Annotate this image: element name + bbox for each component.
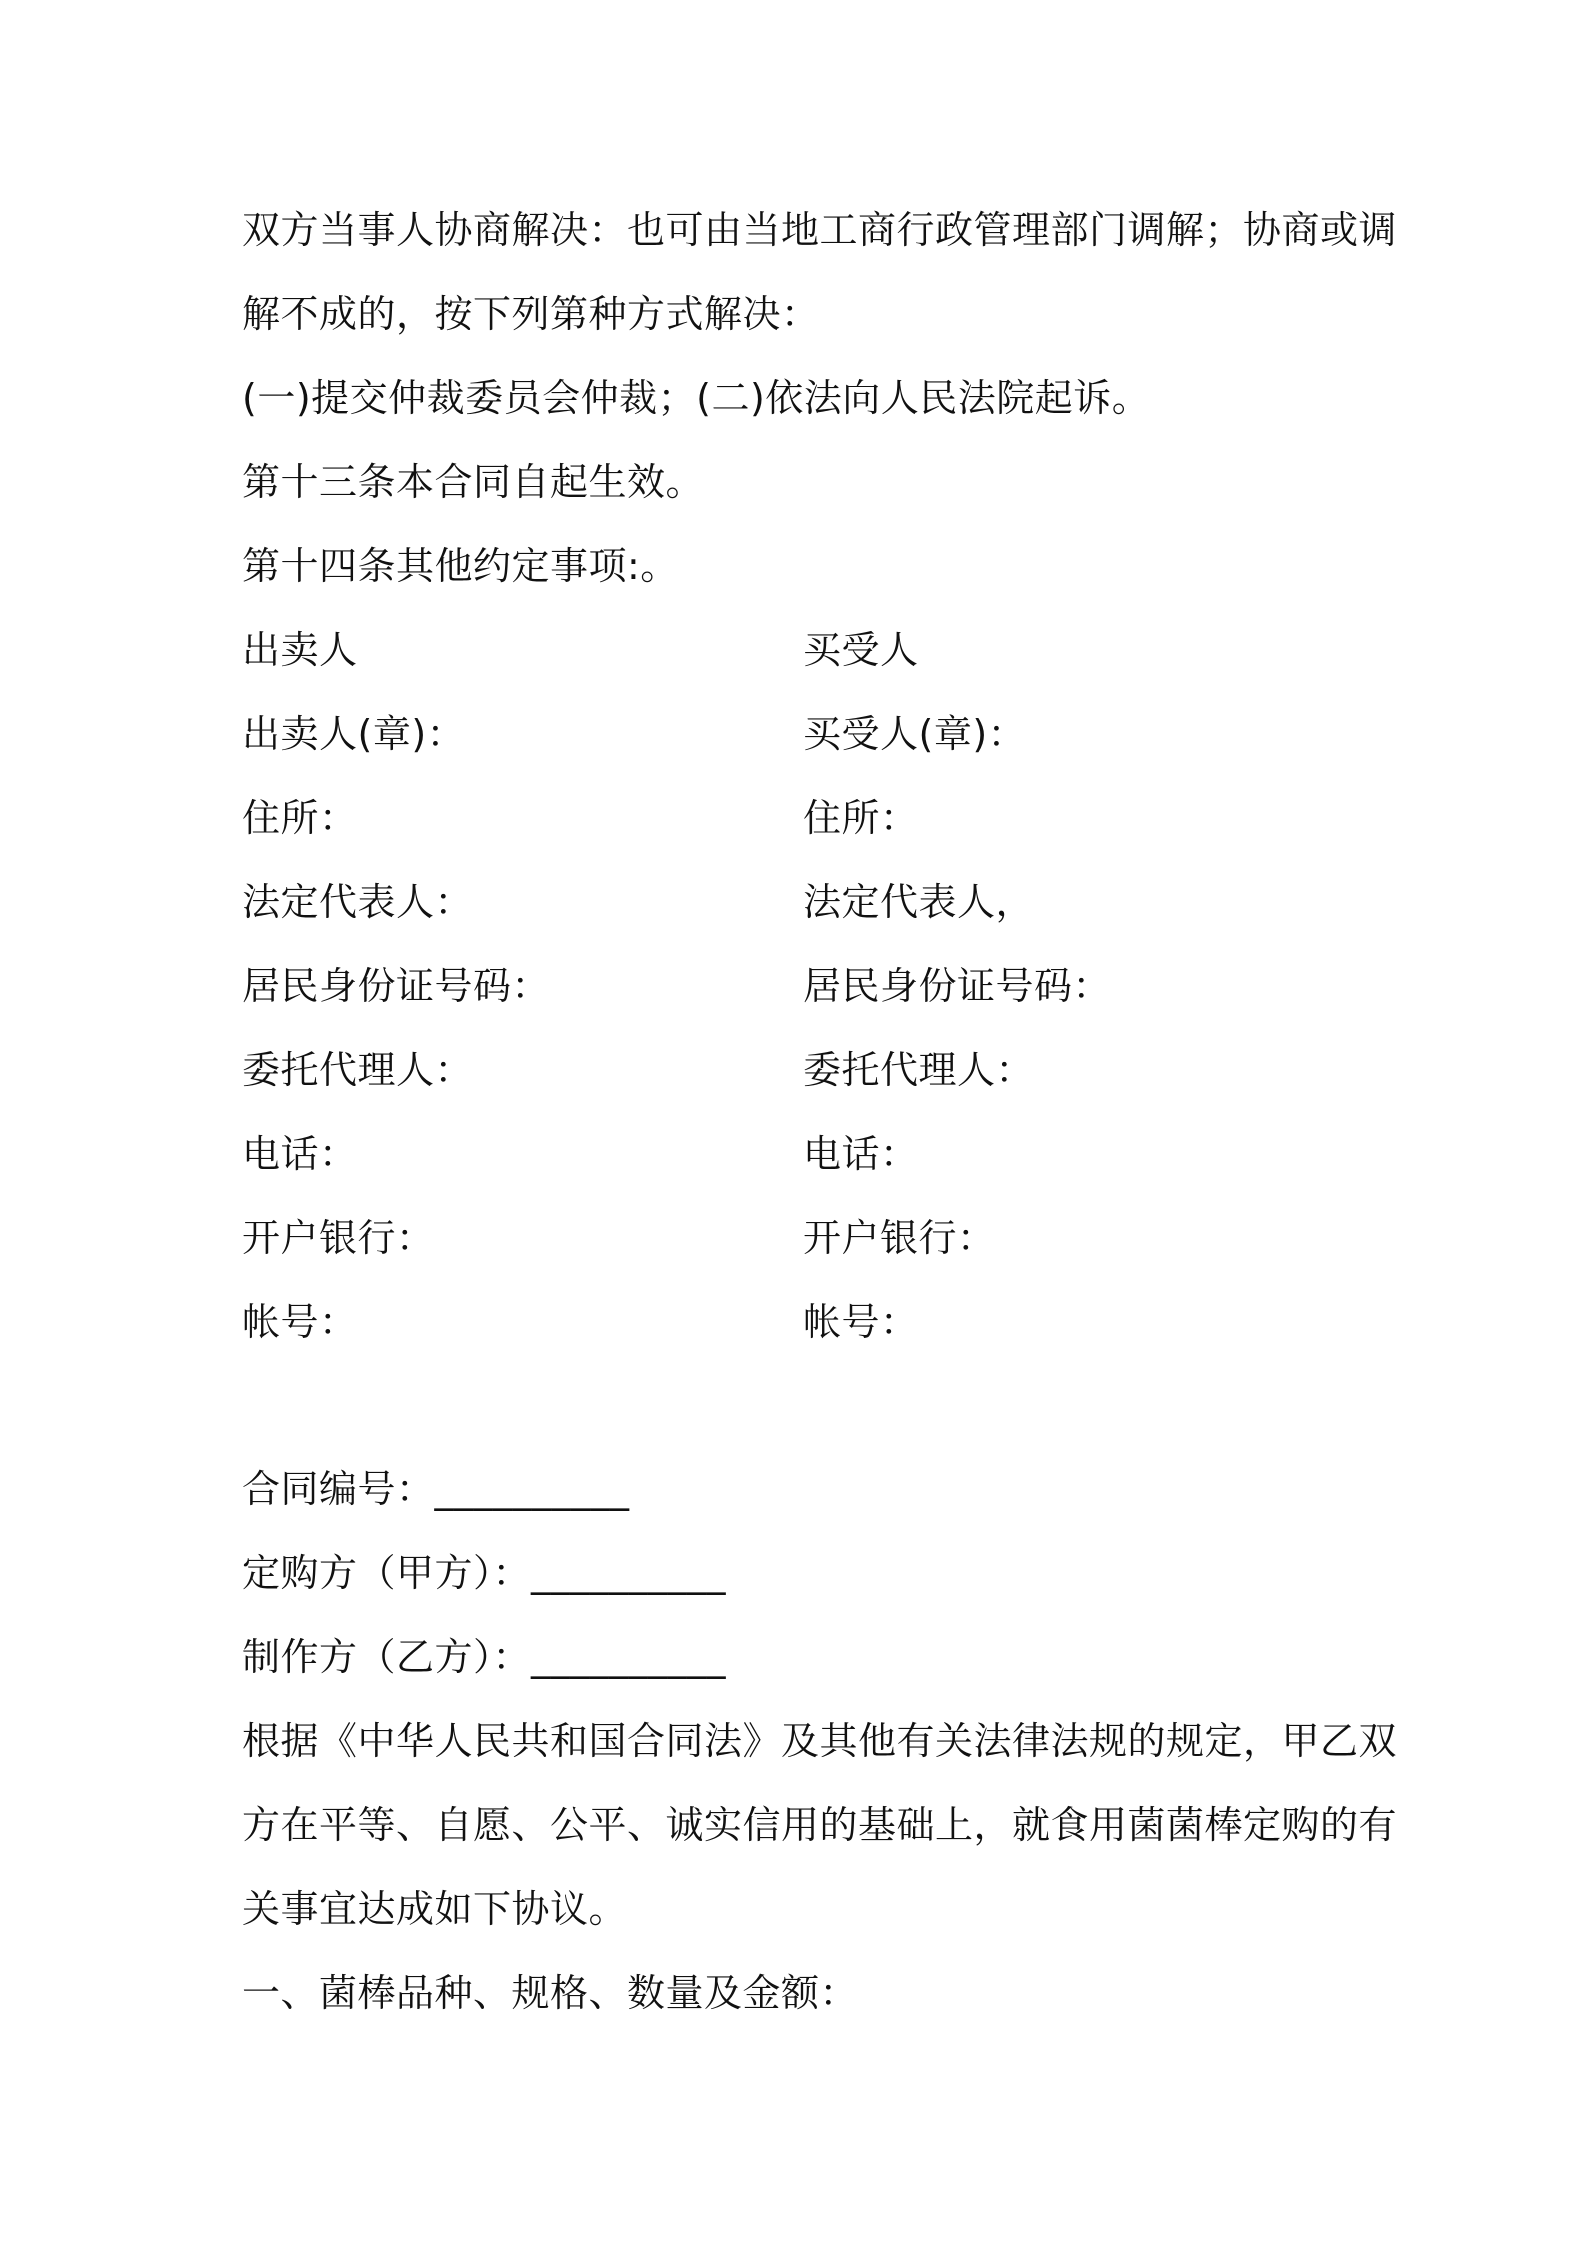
buyer-seal-field: 买受人(章)： (803, 712, 1027, 756)
party-a: 定购方（甲方）：__________ (242, 1551, 727, 1595)
intro-line-1: 双方当事人协商解决：也可由当地工商行政管理部门调解；协商或调 (242, 208, 1398, 252)
seller-legal-rep-field: 法定代表人： (242, 880, 474, 924)
seller-address-field: 住所： (242, 796, 358, 840)
body-line-2: 方在平等、自愿、公平、诚实信用的基础上，就食用菌菌棒定购的有 (242, 1803, 1398, 1847)
seller-phone-field: 电话： (242, 1132, 358, 1176)
buyer-legal-rep-field: 法定代表人， (803, 880, 1035, 924)
seller-title: 出卖人 (242, 628, 358, 672)
body-line-3: 关事宜达成如下协议。 (242, 1887, 628, 1931)
buyer-address-field: 住所： (803, 796, 919, 840)
seller-agent-field: 委托代理人： (242, 1048, 474, 1092)
buyer-bank-field: 开户银行： (803, 1216, 996, 1260)
clause-13: 第十三条本合同自起生效。 (242, 460, 705, 504)
body-line-1: 根据《中华人民共和国合同法》及其他有关法律法规的规定，甲乙双 (242, 1719, 1398, 1763)
buyer-account-field: 帐号： (803, 1300, 919, 1344)
party-b: 制作方（乙方）：__________ (242, 1635, 727, 1679)
clause-14: 第十四条其他约定事项:。 (242, 544, 679, 588)
intro-line-2: 解不成的，按下列第种方式解决： (242, 292, 820, 336)
buyer-id-field: 居民身份证号码： (803, 964, 1112, 1008)
seller-account-field: 帐号： (242, 1300, 358, 1344)
seller-id-field: 居民身份证号码： (242, 964, 551, 1008)
seller-bank-field: 开户银行： (242, 1216, 435, 1260)
buyer-title: 买受人 (803, 628, 919, 672)
buyer-agent-field: 委托代理人： (803, 1048, 1035, 1092)
intro-line-3: (一)提交仲裁委员会仲裁；(二)依法向人民法院起诉。 (242, 376, 1151, 420)
contract-number: 合同编号：__________ (242, 1467, 630, 1511)
seller-seal-field: 出卖人(章)： (242, 712, 466, 756)
section-1-heading: 一、菌棒品种、规格、数量及金额： (242, 1971, 859, 2015)
buyer-phone-field: 电话： (803, 1132, 919, 1176)
